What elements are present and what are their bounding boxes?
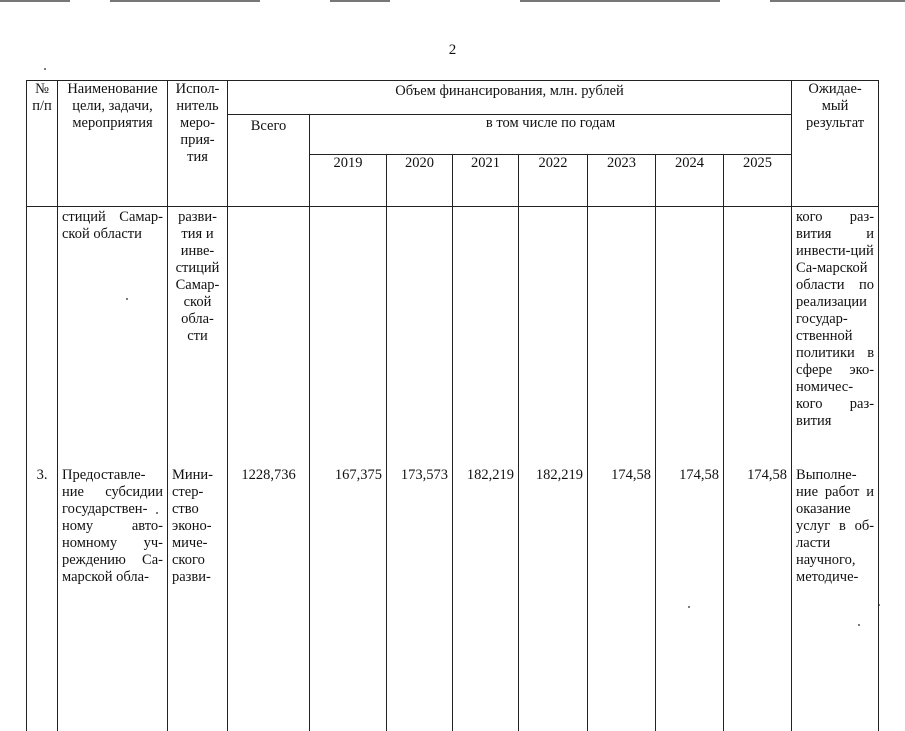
row-year-2023: 174,58 [588,467,656,731]
row-year-2025: 174,58 [724,467,792,731]
row-year-2020: 173,573 [387,467,453,731]
header-financing: Объем финансирования, млн. рублей [228,81,792,115]
header-total: Всего [228,115,310,207]
row-executor: Мини-​стер-​ство эконо-​миче-​ского разви-​ [168,467,228,731]
row-result: кого раз-​вития и инвести-​ций Са-​марской области по реализации государ-​ственной политики в сфере эко-​номичес-​кого раз-​вития [792,207,879,467]
row-year-2025 [724,207,792,467]
row-total: 1228,736 [228,467,310,731]
header-by-years: в том числе по годам [310,115,792,155]
scan-edge-line [520,0,720,2]
header-executor: Испол-​нитель меро-​прия-​тия [168,81,228,207]
row-name: стиций Самар-​ской области [58,207,168,467]
row-year-2021 [453,207,519,467]
row-year-2022: 182,219 [519,467,588,731]
scan-edge-line [770,0,905,2]
scan-edge-line [0,0,70,2]
header-year-2020: 2020 [387,155,453,207]
row-num: 3. [27,467,58,731]
row-name: Предоставле-​ние субсидии государствен-​ному авто-​номному уч-​реждению Са-​марской обла-​ [58,467,168,731]
scan-edge-line [110,0,260,2]
scan-speck [44,68,46,70]
financing-table [26,80,879,731]
header-num: № п/п [27,81,58,207]
row-executor: разви-​тия и инве-​стиций Самар-​ской обла-​сти [168,207,228,467]
table-row [27,467,879,731]
scan-edge-line [330,0,390,2]
header-year-2024: 2024 [656,155,724,207]
table-row [27,207,879,467]
row-year-2024: 174,58 [656,467,724,731]
header-year-2019: 2019 [310,155,387,207]
row-total [228,207,310,467]
header-name: Наименование цели, задачи, мероприятия [58,81,168,207]
header-year-2023: 2023 [588,155,656,207]
header-year-2021: 2021 [453,155,519,207]
row-year-2022 [519,207,588,467]
row-year-2019 [310,207,387,467]
row-year-2021: 182,219 [453,467,519,731]
row-num [27,207,58,467]
row-year-2020 [387,207,453,467]
row-year-2023 [588,207,656,467]
table-header-row [27,81,879,115]
header-year-2025: 2025 [724,155,792,207]
page-number: 2 [448,42,457,58]
row-year-2019: 167,375 [310,467,387,731]
header-year-2022: 2022 [519,155,588,207]
row-year-2024 [656,207,724,467]
header-result: Ожидае-​мый результат [792,81,879,207]
row-result: Выполне-​ние работ и оказание услуг в об-​ласти научного, методиче-​ [792,467,879,731]
